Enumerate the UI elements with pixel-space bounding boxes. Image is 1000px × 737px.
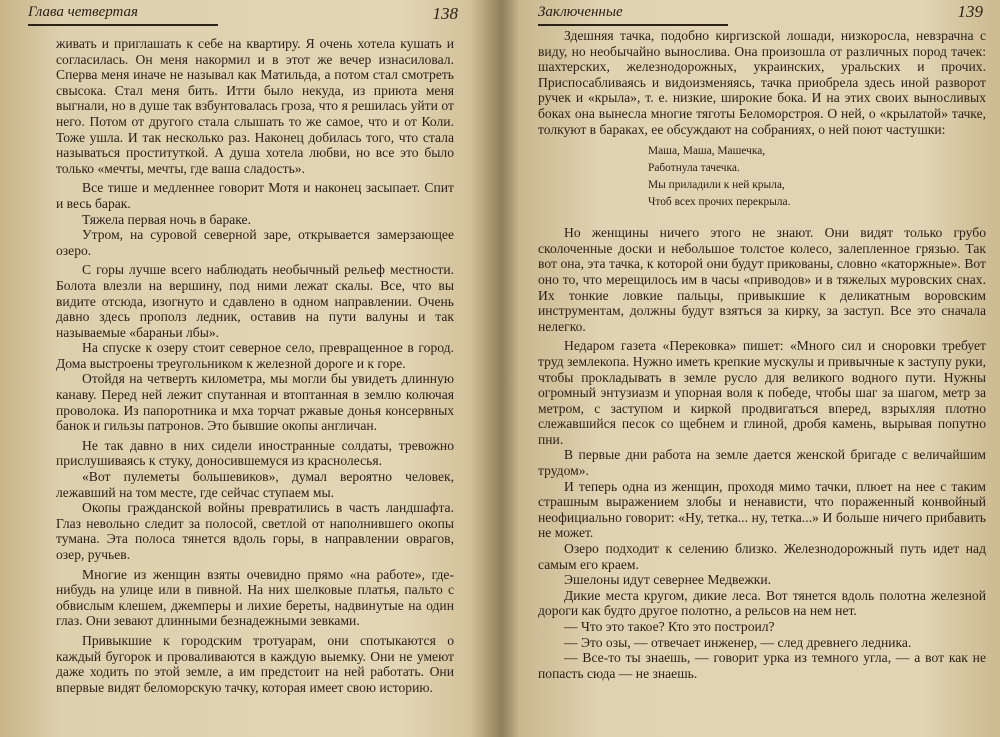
verse-line: Маша, Маша, Машечка, <box>648 145 766 158</box>
left-running-header <box>28 4 458 22</box>
paragraph: живать и приглашать к себе на квартиру. Я очень хотела кушать и согласилась. Он меня накормил и в этот же вечер изнасиловал. Сперва меня иначе не называл как Матильда, а потом стал смотреть свысока. Стал меня бить. Итти было некуда, из приюта меня выгнали, но в душе так взбунтовалась гроза, что я решилась уйти от него. Потом от другого стала слышать то же самое, что и от Коли. Тоже ушла. И так несколько раз. Наконец добилась того, что стала называться проституткой. А душа хотела любви, но все это было только «мечты, мечты, где ваша сладость». <box>56 36 454 176</box>
verse-line: Работнула тачечка. <box>648 162 740 175</box>
paragraph: Не так давно в них сидели иностранные солдаты, тревожно прислушиваясь к стуку, доносившемуся из краснолесья. <box>56 437 454 469</box>
paragraph: Отойдя на четверть километра, мы могли бы увидеть длинную канаву. Перед ней лежит спутанная и втоптанная в землю колючая проволока. Из папоротника и мха торчат ржавые донья консервных банок и гильзы патронов. Это бывшие окопы англичан. <box>56 371 454 434</box>
verse-line: Мы приладили к ней крыла, <box>648 179 785 192</box>
paragraph: С горы лучше всего наблюдать необычный рельеф местности. Болота влезли на вершину, под ними лежат скалы. Все, что вы видите отсюда, изогнуто и сдавлено в одном направлении. Очень давно здесь прополз ледник, оставив на пути валуны и так называемые «бараньи лбы». <box>56 262 454 340</box>
verse-chastushka <box>648 143 986 211</box>
verse-line: Чтоб всех прочих перекрыла. <box>648 196 791 209</box>
right-header-title: Заключенные <box>538 4 623 20</box>
paragraph: Окопы гражданской войны превратились в часть ландшафта. Глаз невольно следит за полосой, светлой от наполнившего окопы тумана. Эта полоса тянется вдоль горы, в направлении оврагов, озер, ручьев. <box>56 500 454 562</box>
paragraph: В первые дни работа на земле дается женской бригаде с величайшим трудом». <box>538 447 986 479</box>
paragraph: Многие из женщин взяты очевидно прямо «на работе», где-нибудь на улице или в пивной. На них шелковые платья, пальто с обвислым клешем, джемперы и лихие береты, надвинутые на один глаз. Они зевают длинными безнадежными зевками. <box>56 566 454 629</box>
paragraph: Привыкшие к городским тротуарам, они спотыкаются о каждый бугорок и проваливаются в каждую выемку. Они не умеют даже ходить по этой земле, а им предстоит на ней работать. Они впервые видят беломорскую тачку, которая имеет свою историю. <box>56 632 454 695</box>
paragraph: «Вот пулеметы большевиков», думал вероятно человек, лежавший на том месте, где сейчас ступаем мы. <box>56 469 454 500</box>
dialogue-line: — Это озы, — отвечает инженер, — след древнего ледника. <box>564 634 912 650</box>
paragraph: Но женщины ничего этого не знают. Они видят только грубо сколоченные доски и небольшое толстое колесо, залепленное грязью. Так вот она, эта тачка, к которой они будут прикованы, словно «каторжные». Вот оно то, что мерещилось им в часы «приводов» и в тяжелых муровских снах. Их тонкие ловкие пальцы, привыкшие к деликатным воровским инструментам, должны будут взяться за кирку, за заступ. Все это сначала нелегко. <box>538 225 986 334</box>
right-page <box>510 0 1000 737</box>
left-header-rule <box>28 24 218 26</box>
right-running-header <box>538 4 983 22</box>
paragraph: Утром, на суровой северной заре, открывается замерзающее озеро. <box>56 227 454 258</box>
paragraph: Все тише и медленнее говорит Мотя и наконец засыпает. Спит и весь барак. <box>56 180 454 211</box>
paragraph: Эшелоны идут севернее Медвежки. <box>564 572 772 588</box>
right-page-number: 139 <box>957 2 983 21</box>
dialogue-line: — Все-то ты знаешь, — говорит урка из темного угла, — а вот как не попасть сюда — не знаешь. <box>538 650 986 681</box>
paragraph: Озеро подходит к селению близко. Железнодорожный путь идет над самым его краем. <box>538 541 986 572</box>
paragraph: Недаром газета «Перековка» пишет: «Много сил и сноровки требует труд землекопа. Нужно иметь крепкие мускулы и привычные к заступу руки, чтобы прокладывать в земле русло для великого водного пути. Нужны огромный энтузиазм и упорная воля к победе, чтобы шаг за шагом, метр за метром, с заступом и киркой продвигаться вперед, взрыхляя плотно слежавшийся песок со щебнем и глиной, дробя камень, вырывая попутно пни. <box>538 338 986 447</box>
dialogue-line: — Что это такое? Кто это построил? <box>564 619 775 634</box>
paragraph: Дикие места кругом, дикие леса. Вот тянется вдоль полотна железной дороги как будто другое полотно, а рельсов на нем нет. <box>538 587 986 619</box>
paragraph: Здешняя тачка, подобно киргизской лошади, низкоросла, невзрачна с виду, но необычайно вынослива. Она произошла от различных пород тачек: шахтерских, железнодорожных, украинских, уральских и прочих. Приспосабливаясь и видоизменяясь, тачка приобрела здесь иной разворот ручек и «крыла», т. е. низкие, широкие бока. И на этих своих выносливых боках она вынесла многие тяготы Беломорстроя. О ней, о «крылатой» тачке, толкуют в бараках, ее обсуждают на собраниях, о ней поют частушки: <box>538 28 986 137</box>
left-page <box>0 0 490 737</box>
paragraph: И теперь одна из женщин, проходя мимо тачки, плюет на нее с таким страшным выражением злобы и ненависти, что пораженный конвойный неофициально говорит: «Ну, тетка... ну, тетка...» И больше ничего прибавить не может. <box>538 478 986 541</box>
left-page-number: 138 <box>432 4 458 23</box>
left-header-title: Глава четвертая <box>28 4 139 20</box>
paragraph: На спуске к озеру стоит северное село, превращенное в город. Дома выстроены треугольником к железной дороге и к горе. <box>56 340 454 371</box>
paragraph: Тяжела первая ночь в бараке. <box>82 211 251 227</box>
right-header-rule <box>538 24 728 26</box>
left-page-text <box>56 36 454 695</box>
right-page-text <box>538 28 986 681</box>
